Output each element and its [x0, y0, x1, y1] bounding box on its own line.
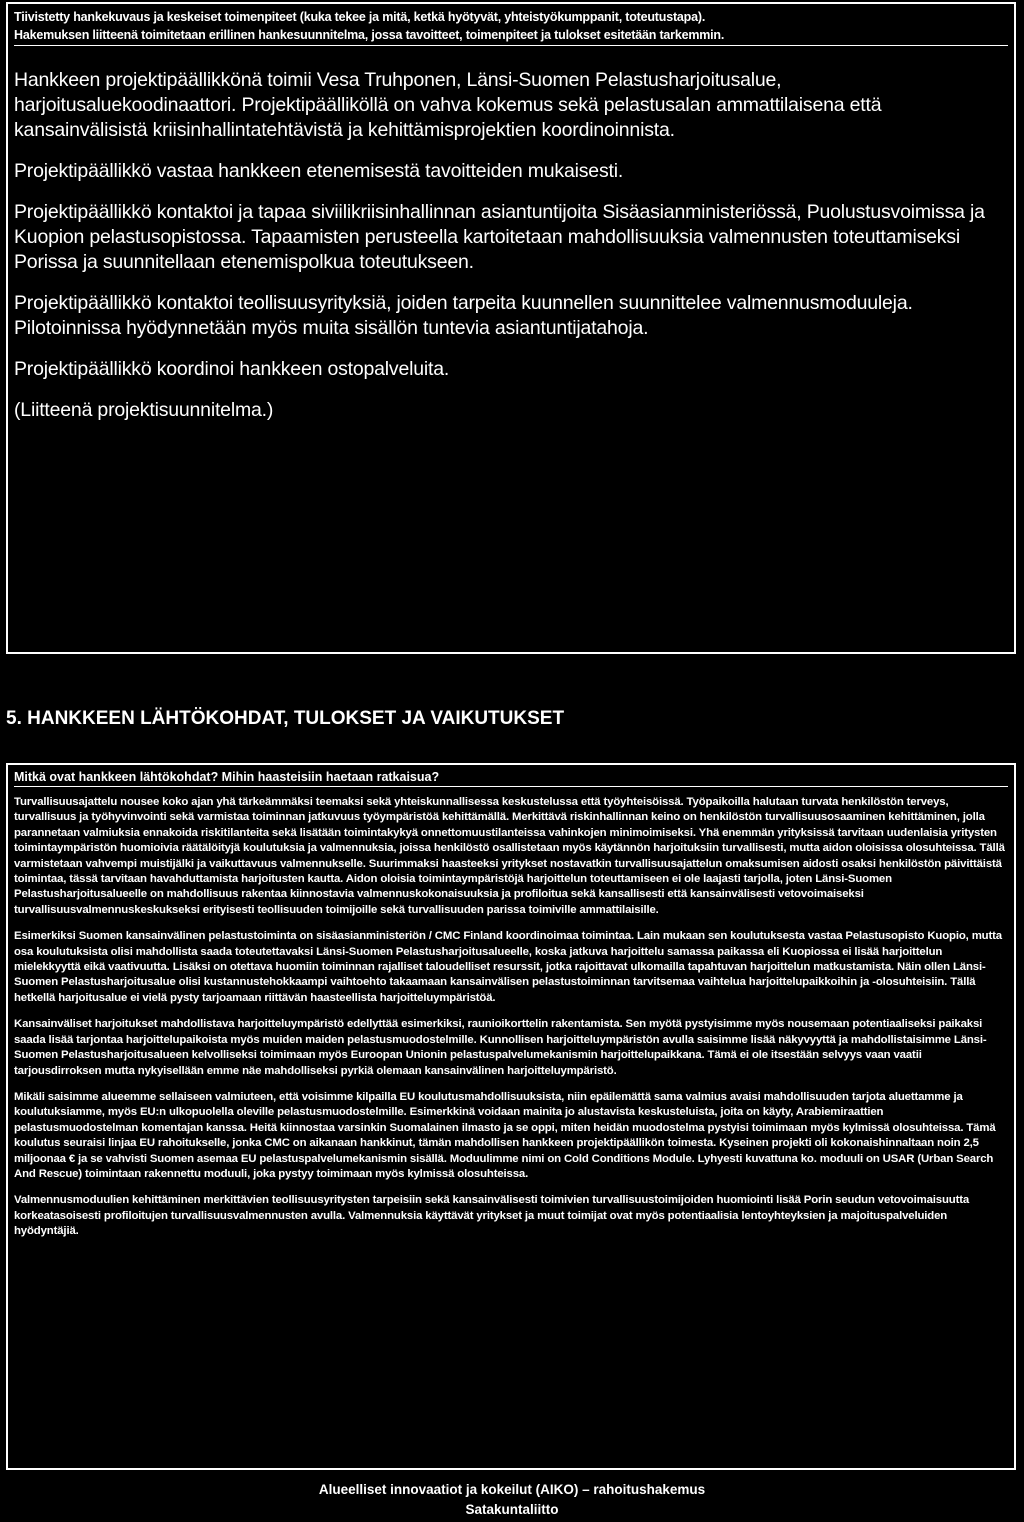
description-body — [14, 68, 1004, 439]
background-box — [6, 763, 1016, 1470]
paragraph: Projektipäällikkö vastaa hankkeen etenemisestä tavoitteiden mukaisesti. — [14, 160, 624, 182]
description-header — [14, 8, 1008, 46]
paragraph: Projektipäällikkö koordinoi hankkeen ostopalveluita. — [14, 358, 450, 380]
paragraph: Hankkeen projektipäällikkönä toimii Vesa Truhponen, Länsi-Suomen Pelastusharjoitusalue, harjoitusaluekoodinaattori. Projektipäälliköllä on vahva kokemus sekä pelastusalan ammattilaisena että kansainvälisistä kriisinhallintatehtävistä ja kehittämisprojektien koordinoinnista. — [14, 69, 882, 141]
paragraph: Kansainväliset harjoitukset mahdollistava harjoitteluympäristö edellyttää esimerkiksi, raunioikorttelin rakentamista. Sen myötä pystyisimme myös nousemaan potentiaaliseksi paikaksi saada lisää tarjontaa harjoittelupaikoista myös muiden maiden pelastusmuodostelmille. Kunnollisen harjoitteluympäristön avulla saisimme lisää näkyvyyttä ja mahdollistaisimme Länsi-Suomen Pelastusharjoitusalueen kelvolliseksi toimimaan myös Euroopan Unionin pelastuspalvelumekanismin harjoittelupaikkana. Tämä ei ole itsestään selvyys vaan vaatii tarjousdirroksen mutta nykyisellään emme näe mahdolliseksi pyrkiä olemaan kansainvälinen harjoitteluympäristö. — [14, 1018, 987, 1077]
footer-line-2: Satakuntaliitto — [465, 1502, 559, 1517]
paragraph: Valmennusmoduulien kehittäminen merkittävien teollisuusyritysten tarpeisiin sekä kansainvälisesti toimivien turvallisuustoimijoiden huomiointi lisää Porin seudun vetovoimaisuutta korkeatasoisesti profiloitujen turvallisuusvalmennusten avulla. Valmennuksia käyttävät yritykset ja muut toimijat ovat myös potentiaalisia lentoyhteyksien ja majoituspalveluiden hyödyntäjiä. — [14, 1194, 970, 1238]
section-title: 5. HANKKEEN LÄHTÖKOHDAT, TULOKSET JA VAIKUTUKSET — [6, 708, 565, 729]
paragraph: Projektipäällikkö kontaktoi ja tapaa siviilikriisinhallinnan asiantuntijoita Sisäasianministeriössä, Puolustusvoimissa ja Kuopion pelastusopistossa. Tapaamisten perusteella kartoitetaan mahdollisuuksia valmennusten toteuttamiseksi Porissa ja suunnitellaan etenemispolkua toteutukseen. — [14, 201, 985, 273]
header-line-2: Hakemuksen liitteenä toimitetaan erillinen hankesuunnitelma, jossa tavoitteet, toimenpiteet ja tulokset esitetään tarkemmin. — [14, 26, 1008, 46]
paragraph: Esimerkiksi Suomen kansainvälinen pelastustoiminta on sisäasianministeriön / CMC Finland koordinoimaa toimintaa. Lain mukaan sen koulutuksesta vastaa Pelastusopisto Kuopio, mutta osa koulutuksista olisi mahdollista saada toteutettavaksi Länsi-Suomen Pelastusharjoitusalueelle, koska jatkuva harjoittelu samassa paikassa eli Kuopiossa ei lisää harjoittelun mielekkyyttä eikä vaativuutta. Lisäksi on otettava huomiin toiminnan rajalliset taloudelliset resurssit, jotka rajoittavat ulkomailla tapahtuvan harjoittelun matkustamista. Näin ollen Länsi-Suomen Pelastusharjoitusalue olisi kustannustehokkaampi vaihtoehto takaamaan kansainvälisen pelastustoiminnan tarvitsemaa vaihtelua harjoittelupaikkoihin ja -olosuhteisiin. Tällä hetkellä harjoitusalue ei vielä pysty tarjoamaan riittävän haasteellista harjoitteluympäristöä. — [14, 930, 1002, 1004]
background-question: Mitkä ovat hankkeen lähtökohdat? Mihin haasteisiin haetaan ratkaisua? — [14, 769, 1008, 787]
paragraph: Mikäli saisimme alueemme sellaiseen valmiuteen, että voisimme kilpailla EU koulutusmahdollisuuksista, niin epäilemättä sama valmius avaisi mahdollisuuden tarjota aluettamme ja koulutuksiamme, myös EU:n ulkopuolella oleville pelastusmuodostelmille. Esimerkkinä voidaan mainita jo alustavista keskusteluista, joita on käyty, Arabiemiraattien pelastusmuodostelman komentajan kanssa. Heitä kiinnostaa varsinkin Suomalainen ilmasto ja se oppi, miten heidän muodostelma pystyisi toimimaan myös kylmissä olosuhteissa. Tämä koulutus seuraisi linjaa EU rahoitukselle, jonka CMC on aikanaan hankkinut, tämän mahdollisen hankkeen projektipäällikön toimesta. Kyseinen projekti oli kokonaishinnaltaan noin 2,5 miljoonaa € ja se vahvisti Suomen asemaa EU pelastuspalvelumekanismin sisällä. Moduulimme nimi on Cold Conditions Module. Lyhyesti kuvattuna ko. moduuli on USAR (Urban Search And Rescue) toimintaan rakennettu moduuli, joka pystyy toimimaan myös kylmissä olosuhteissa. — [14, 1090, 996, 1180]
background-body — [14, 795, 1006, 1251]
page-footer — [0, 1480, 1024, 1520]
paragraph: Turvallisuusajattelu nousee koko ajan yhä tärkeämmäksi teemaksi sekä yhteiskunnallisessa keskustelussa että työyhteisöissä. Työpaikoilla halutaan turvata henkilöstön terveys, turvallisuus ja työhyvinvointi sekä varmistaa toiminnan jatkuvuus työympäristöä kehittämällä. Merkittävä riskinhallinnan keino on henkilöstön turvallisuusosaaminen kehittäminen, jolla parannetaan valmiuksia ennakoida riskitilanteita sekä lisätään toimintakykyä onnettomuustilanteissa vahinkojen minimoimiseksi. Yhä enemmän yrityksissä tarvitaan uudenlaisia yritysten toimintaympäristön huomioivia räätälöityjä koulutuksia ja valmennuksia, joissa henkilöstö osallistetaan myös käytännön harjoituksiin turvallisesti, mutta aidon oloisissa olosuhteissa. Tällä varmistetaan vahvempi muistijälki ja vaikuttavuus valmennukselle. Suurimmaksi haasteeksi yritykset nostavatkin turvallisuusajattelun omaksumisen aidosti osaksi henkilöstön päivittäistä toimintaa, tässä tarvitaan havahduttamista harjoitusten kautta. Aidon oloisia toimintaympäristöjä harjoittelun toteuttamiseen ei ole laajasti tarjolla, joten Länsi-Suomen Pelastusharjoitusalueelle on mahdollisuus rakentaa kiinnostavia valmennuskokonaisuuksia ja profiloitua sekä kansallisesti että kansainvälisesti vetovoimaiseksi turvallisuusvalmennuskeskukseksi erityisesti teollisuuden toimijoille sekä turvallisuuden parissa toimiville ammattilaisille. — [14, 796, 1005, 916]
footer-line-1: Alueelliset innovaatiot ja kokeilut (AIKO) – rahoitushakemus — [318, 1482, 706, 1497]
header-line-1: Tiivistetty hankekuvaus ja keskeiset toimenpiteet (kuka tekee ja mitä, ketkä hyötyvät, yhteistyökumppanit, toteutustapa). — [14, 10, 706, 24]
description-box — [6, 2, 1016, 654]
paragraph: (Liitteenä projektisuunnitelma.) — [14, 399, 274, 421]
paragraph: Projektipäällikkö kontaktoi teollisuusyrityksiä, joiden tarpeita kuunnellen suunnittelee valmennusmoduuleja. Pilotoinnissa hyödynnetään myös muita sisällön tuntevia asiantuntijatahoja. — [14, 292, 913, 339]
